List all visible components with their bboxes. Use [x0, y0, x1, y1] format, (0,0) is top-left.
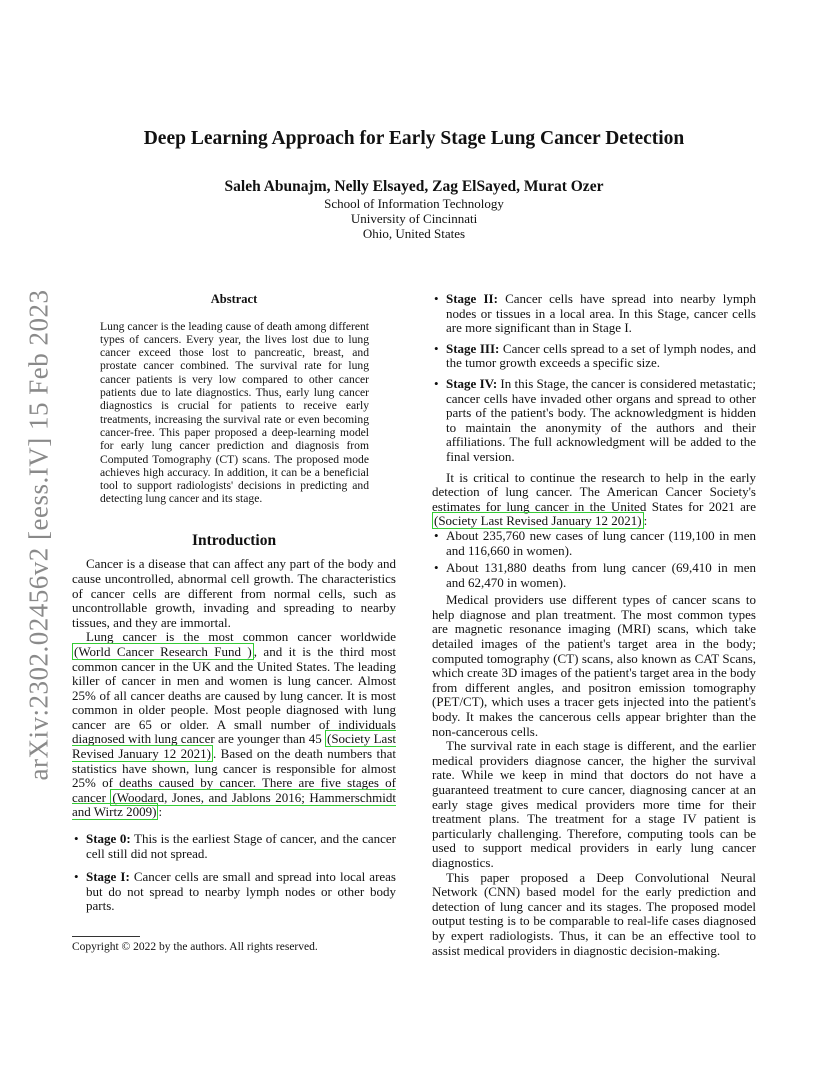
- list-item: • Stage IV: In this Stage, the cancer is considered metastatic; cancer cells have invaded other organs and spread to other parts of the patient's body. The acknowledgment is hidden to maintain the anonymity of the authors and their affiliations. The full acknowledgment will be added to the final version.: [432, 377, 756, 465]
- list-item: • Stage I: Cancer cells are small and spread into local areas but do not spread to nearby lymph nodes or other body parts.: [72, 870, 396, 914]
- citation-link[interactable]: (World Cancer Research Fund ): [74, 643, 252, 659]
- list-item: • About 235,760 new cases of lung cancer (119,100 in men and 116,660 in women).: [432, 529, 756, 558]
- intro-paragraph-6: This paper proposed a Deep Convolutional Neural Network (CNN) based model for the early prediction and detection of lung cancer and its stages. The proposed model output testing is to be comparable to real-life cases diagnosed by expert radiologists. Thus, it can be an effective tool to assist medical providers in diagnostic decision-making.: [432, 869, 756, 958]
- affiliation-location: Ohio, United States: [362, 226, 466, 241]
- list-item: • Stage 0: This is the earliest Stage of cancer, and the cancer cell still did not spread.: [72, 832, 396, 861]
- list-item: • Stage III: Cancer cells spread to a set of lymph nodes, and the tumor growth exceeds a specific size.: [432, 342, 756, 371]
- estimates-list: [432, 529, 756, 590]
- intro-paragraph-1: Cancer is a disease that can affect any part of the body and cause uncontrolled, abnormal cell growth. The characteristics of cancer cells are different from normal cells, such as uncontrollable growth, invading and spreading to nearby tissues, and they are immortal.: [72, 556, 396, 630]
- introduction-heading: Introduction: [191, 531, 277, 549]
- citation-link[interactable]: (Society Last Revised January 12 2021): [434, 513, 642, 529]
- affiliation: [0, 196, 828, 241]
- affiliation-school: School of Information Technology: [324, 196, 504, 211]
- arxiv-identifier: arXiv:2302.02456v2 [eess.IV] 15 Feb 2023: [23, 289, 54, 781]
- abstract-text: Lung cancer is the leading cause of death among different types of cancers. Every year, the lives lost due to lung cancer exceed those lost to pancreatic, breast, and prostate cancer combined. The survival rate for lung cancer patients is very low compared to other cancer patients due to late diagnostics. Thus, early lung cancer diagnostics is crucial for patients to receive early treatments, increasing the survival rate or even becoming cancer-free. This paper proposed a deep-learning model for early lung cancer prediction and diagnosis from Computed Tomography (CT) scans. The proposed mode achieves high accuracy. In addition, it can be a beneficial tool to support radiologists' decisions in predicting and detecting lung cancer and its stage.: [100, 319, 369, 506]
- abstract-heading: Abstract: [210, 292, 258, 306]
- stage-list-right: [432, 292, 756, 465]
- citation-link[interactable]: (Society Last Revised January 12 2021): [72, 731, 396, 762]
- affiliation-university: University of Cincinnati: [350, 211, 478, 226]
- intro-paragraph-5: The survival rate in each stage is different, and the earlier medical providers diagnose cancer, the higher the survival rate. While we keep in mind that doctors do not have a guaranteed treatment to cure cancer, diagnosing cancer at an early stage gives medical providers more time for their treatment plans. The treatment for a stage IV patient is particularly challenging. Therefore, computing tools can be used to support medical providers in early lung cancer diagnostics.: [432, 738, 756, 870]
- intro-paragraph-4: Medical providers use different types of cancer scans to help diagnose and plan treatment. The most common types are magnetic resonance imaging (MRI) scans, which take detailed images of the patient's target area in the body; computed tomography (CT) scans, also known as CAT Scans, which create 3D images of the patient's target area in the body from different angles, and positron emission tomography (PET/CT), which uses a tracer gets injected into the patient's body. It makes the cancerous cells appear brighter than the non-cancerous cells.: [432, 592, 756, 739]
- intro-paragraph-3: It is critical to continue the research to help in the early detection of lung cancer. The American Cancer Society's estimates for lung cancer in the United States for 2021 are (Society Last Revised January 12 2021) :: [432, 469, 756, 529]
- right-column: [432, 292, 756, 958]
- left-column: [72, 292, 396, 923]
- stage-list-left: [72, 832, 396, 914]
- intro-paragraph-2: Lung cancer is the most common cancer worldwide (World Cancer Research Fund ) , and it is the third most common cancer in the UK and the United States. The leading killer of cancer in men and women is lung cancer. Almost 25% of all cancer deaths are caused by lung cancer. It is most common in older people. Most people diagnosed with lung cancer are 65 or older. A small number of individuals diagnosed with lung cancer are younger than 45 (Society Last Revised January 12 2021) . Based on the death numbers that statistics have shown, lung cancer is responsible for almost 25% of deaths caused by cancer. There are five stages of cancer (Woodard, Jones, and Jablons 2016; Hammerschmidt and Wirtz 2009) :: [72, 629, 396, 820]
- copyright-footnote: Copyright © 2022 by the authors. All rights reserved.: [72, 936, 396, 953]
- paper-title: Deep Learning Approach for Early Stage Lung Cancer Detection: [143, 128, 685, 149]
- author-list: Saleh Abunajm, Nelly Elsayed, Zag ElSayed, Murat Ozer: [224, 178, 604, 195]
- citation-link[interactable]: (Woodard, Jones, and Jablons 2016; Hammerschmidt and Wirtz 2009): [72, 789, 396, 820]
- list-item: • About 131,880 deaths from lung cancer (69,410 in men and 62,470 in women).: [432, 561, 756, 590]
- list-item: • Stage II: Cancer cells have spread into nearby lymph nodes or tissues in a local area. In this Stage, cancer cells are more significant than in Stage I.: [432, 292, 756, 336]
- footnote-rule: [72, 936, 140, 937]
